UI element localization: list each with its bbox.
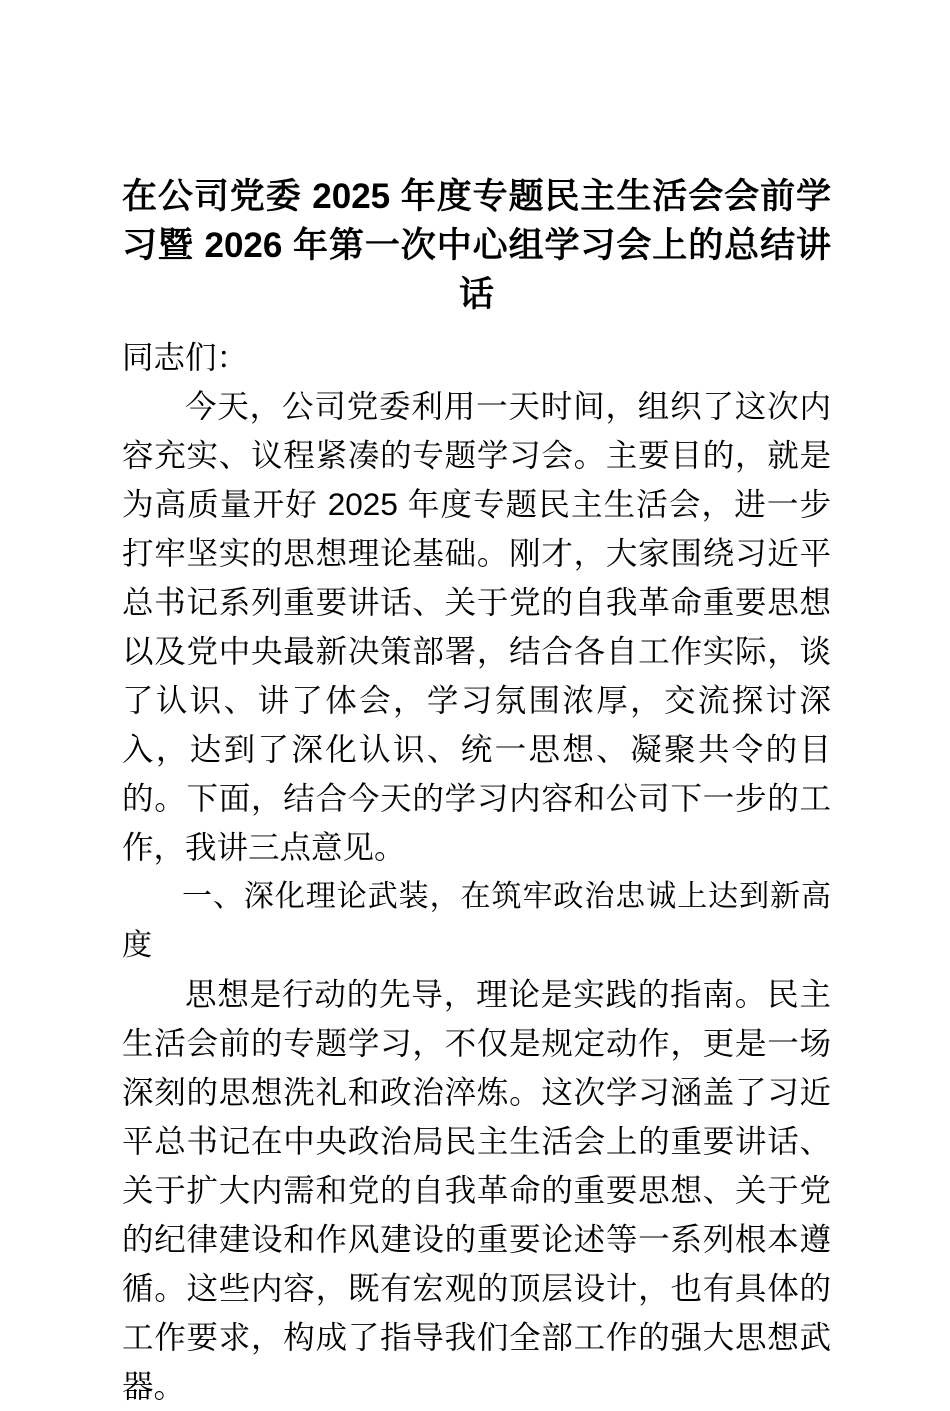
body-paragraph-2: 思想是行动的先导，理论是实践的指南。民主生活会前的专题学习，不仅是规定动作，更是一场深刻的思想洗礼和政治淬炼。这次学习涵盖了习近平总书记在中央政治局民主生活会上的重要讲话、关于扩大内需和党的自我革命的重要思想、关于党的纪律建设和作风建设的重要论述等一系列根本遵循。这些内容，既有宏观的顶层设计，也有具体的工作要求，构成了指导我们全部工作的强大思想武器。	[122, 976, 831, 1404]
body-paragraph-1: 今天，公司党委利用一天时间，组织了这次内容充实、议程紧凑的专题学习会。主要目的，就是为高质量开好 2025 年度专题民主生活会，进一步打牢坚实的思想理论基础。刚才，大家围绕习近平总书记系列重要讲话、关于党的自我革命重要思想以及党中央最新决策部署，结合各自工作实际，谈了认识、讲了体会，学习氛围浓厚，交流探讨深入，达到了深化认识、统一思想、凝聚共令的目的。下面，结合今天的学习内容和公司下一步的工作，我讲三点意见。	[122, 388, 831, 865]
section-heading-1: 一、深化理论武装，在筑牢政治忠诚上达到新高度	[122, 880, 831, 962]
page-title: 在公司党委 2025 年度专题民主生活会会前学习暨 2026 年第一次中心组学习会上的总结讲话	[122, 177, 831, 314]
salutation: 同志们：	[122, 339, 249, 375]
document-content	[122, 172, 831, 1411]
